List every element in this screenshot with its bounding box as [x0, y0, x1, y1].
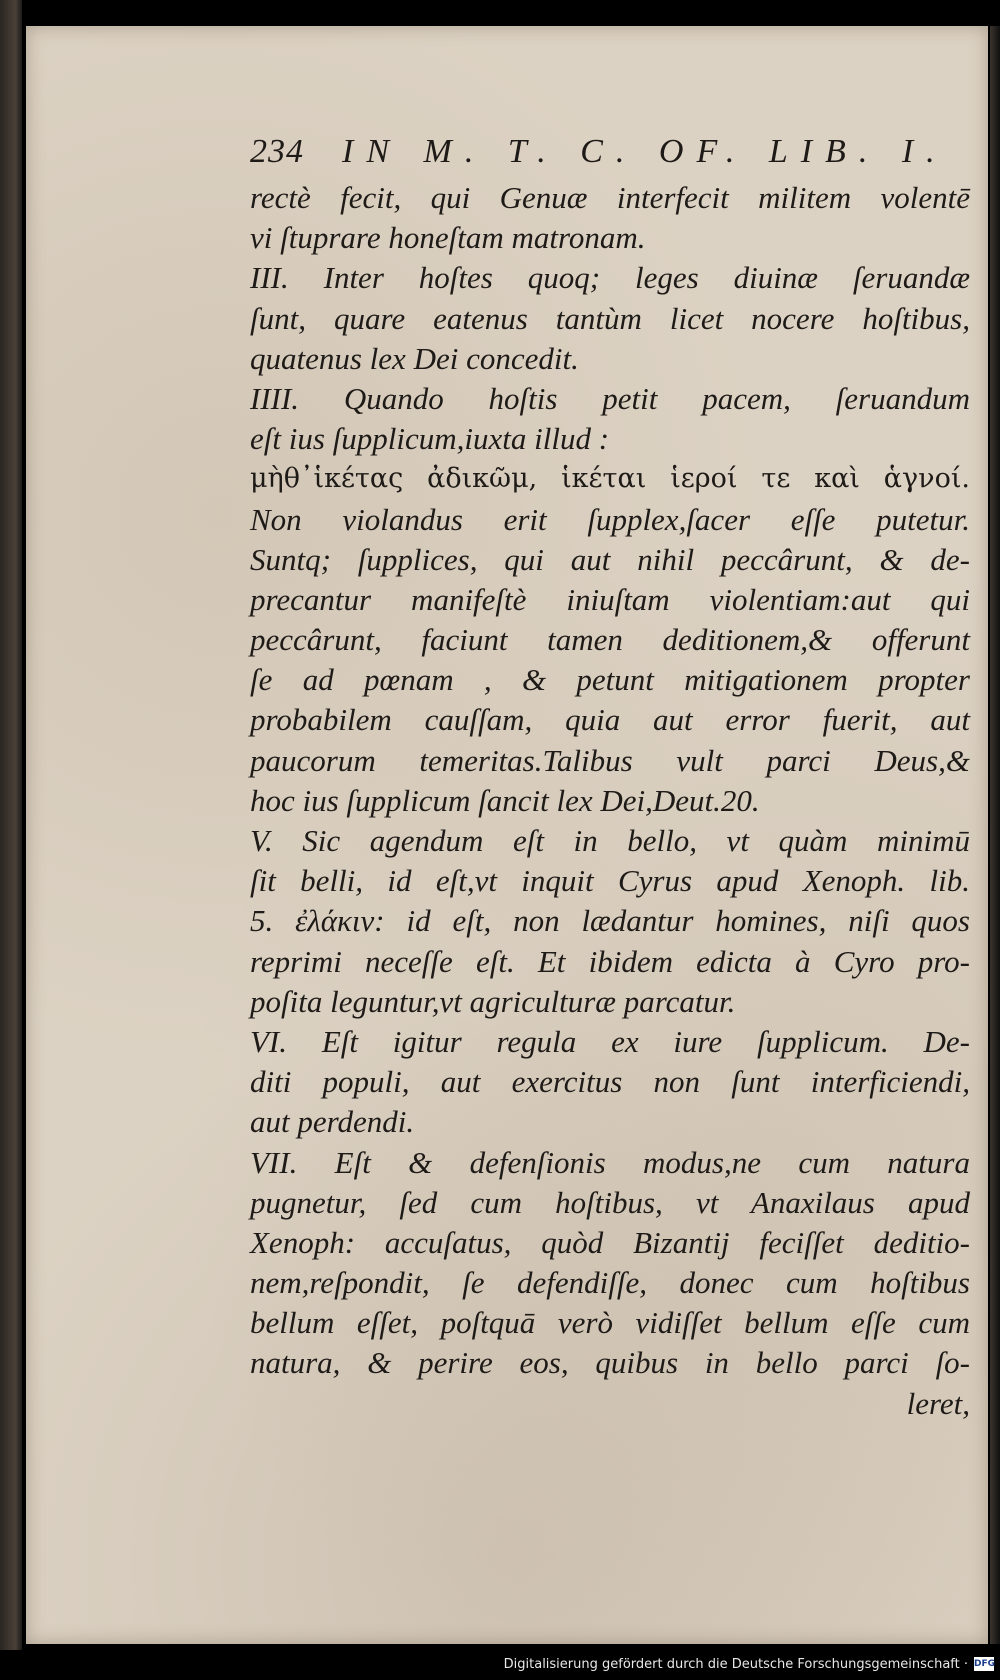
text-line-20: reprimi neceſſe eſt. Et ibidem edicta à Cyro pro-	[250, 943, 970, 979]
text-line-2: vi ſtuprare honeſtam matronam.	[250, 220, 646, 256]
text-line-24: aut perdendi.	[250, 1104, 415, 1140]
dfg-logo: DFG	[974, 1659, 996, 1669]
text-line-26: pugnetur, ſed cum hoſtibus, vt Anaxilaus apud	[250, 1184, 970, 1220]
text-line-22: VI. Eſt igitur regula ex iure ſupplicum. De-	[250, 1023, 970, 1059]
text-line-19: 5. ἐλάκιν: id eſt, non lædantur homines, niſi quos	[250, 903, 970, 939]
text-line-11: precantur manifeſtè iniuſtam violentiam:aut qui	[250, 581, 970, 617]
text-line-10: Suntq; ſupplices, qui aut nihil peccârunt, & de-	[250, 541, 970, 577]
greek-verse-line: μὴθ᾽ἱκέτας ἀδικῶμ, ἱκέται ἱεροί τε καὶ ἁγνοί.	[250, 463, 970, 495]
text-line-1: rectè fecit, qui Genuæ interfecit militem volentē	[250, 180, 970, 215]
text-line-9: Non violandus erit ſupplex,ſacer eſſe putetur.	[250, 501, 970, 537]
text-line-21: poſita leguntur,vt agriculturæ parcatur.	[250, 983, 736, 1019]
text-line-6: IIII. Quando hoſtis petit pacem, ſeruandum	[250, 380, 970, 416]
text-line-4: ſunt, quare eatenus tantùm licet nocere hoſtibus,	[250, 300, 970, 336]
text-line-17: V. Sic agendum eſt in bello, vt quàm minimū	[250, 823, 970, 858]
text-line-23: diti populi, aut exercitus non ſunt interficiendi,	[250, 1064, 970, 1100]
text-line-28: nem,reſpondit, ſe defendiſſe, donec cum hoſtibus	[250, 1265, 970, 1301]
page-header	[250, 132, 970, 176]
text-line-18: ſit belli, id eſt,vt inquit Cyrus apud Xenoph. lib.	[250, 863, 970, 899]
text-line-30: natura, & perire eos, quibus in bello parci ſo-	[250, 1345, 970, 1381]
text-line-5: quatenus lex Dei concedit.	[250, 340, 579, 376]
book-edge	[0, 0, 22, 1650]
text-block	[250, 132, 970, 1424]
text-line-16: hoc ius ſupplicum ſancit lex Dei,Deut.20.	[250, 782, 760, 818]
text-line-7: eſt ius ſupplicum,iuxta illud :	[250, 421, 610, 457]
text-line-12: peccârunt, faciunt tamen deditionem,& offerunt	[250, 622, 970, 658]
running-head: IN M. T. C. OF. LIB. I.	[342, 133, 948, 170]
text-line-13: ſe ad pœnam , & petunt mitigationem propter	[250, 662, 970, 698]
text-line-3: III. Inter hoſtes quoq; leges diuinæ ſeruandæ	[250, 260, 970, 296]
text-line-15: paucorum temeritas.Talibus vult parci Deus,&	[250, 742, 970, 778]
page-edge	[990, 26, 1000, 1644]
text-line-29: bellum eſſet, poſtquā verò vidiſſet bellum eſſe cum	[250, 1305, 970, 1341]
page-number: 234	[250, 133, 304, 170]
text-line-14: probabilem cauſſam, quia aut error fuerit, aut	[250, 702, 970, 738]
catchword: leret,	[906, 1385, 970, 1421]
text-line-25: VII. Eſt & defenſionis modus,ne cum natura	[250, 1144, 970, 1180]
funding-credit: Digitalisierung gefördert durch die Deutsche Forschungsgemeinschaft ·	[503, 1656, 968, 1672]
text-line-27: Xenoph: accuſatus, quòd Bizantij feciſſet deditio-	[250, 1224, 970, 1260]
digitization-footer	[504, 1650, 994, 1678]
